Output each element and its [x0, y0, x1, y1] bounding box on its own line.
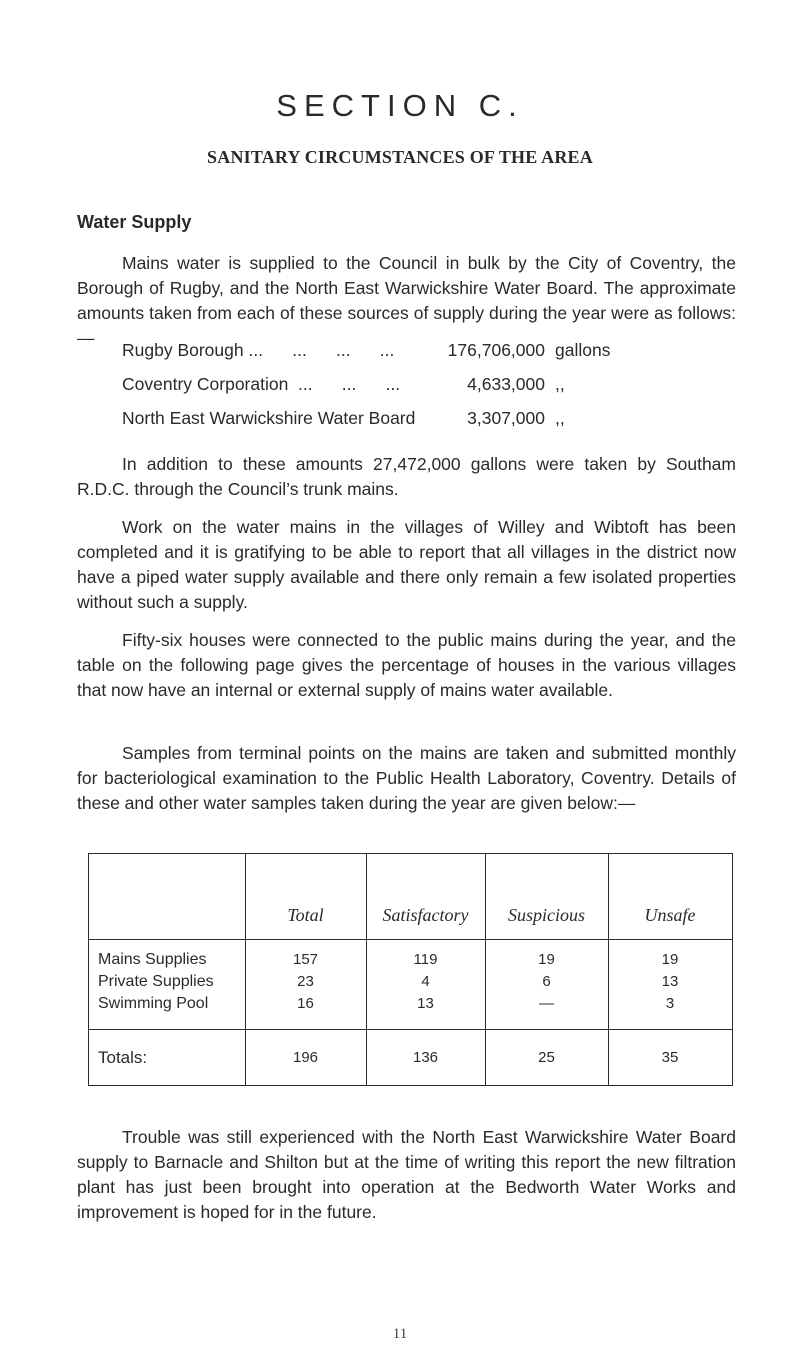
- supply-unit: ,,: [555, 374, 565, 394]
- cell-suspicious: —: [539, 995, 554, 1012]
- water-supply-heading: Water Supply: [77, 212, 192, 232]
- supply-source: North East Warwickshire Water Board: [122, 408, 416, 428]
- table-rule: [88, 1030, 89, 1086]
- cell-unsafe: 35: [661, 1049, 679, 1066]
- supply-row-rugby: [122, 340, 722, 370]
- cell-unsafe: 3: [665, 995, 675, 1012]
- cell-satisfactory: 119: [413, 951, 438, 968]
- header-unsafe: Unsafe: [644, 905, 696, 925]
- samples-table: [88, 853, 733, 1030]
- cell-suspicious: 25: [538, 1049, 555, 1066]
- supply-source: Coventry Corporation ... ... ...: [122, 374, 401, 394]
- table-rule: [88, 853, 733, 854]
- cell-unsafe: 13: [661, 973, 679, 990]
- supply-unit: ,,: [555, 408, 565, 428]
- paragraph-trouble: Trouble was still experienced with the North East Warwickshire Water Board supply to Barnacle and Shilton but at the time of writing this report the new filtration plant has just been brought into operation at the Bedworth Water Works and improvement is hoped for in the future.: [77, 1127, 736, 1222]
- paragraph-mains-supply: Mains water is supplied to the Council in bulk by the City of Coventry, the Borough of Rugby, and the North East Warwickshire Water Board. The approximate amounts taken from each of these sources of supply during the year were as follows:—: [77, 253, 736, 348]
- table-rule: [88, 1085, 733, 1086]
- cell-suspicious: 19: [538, 951, 555, 968]
- cell-satisfactory: 4: [421, 973, 430, 990]
- samples-table-totals: [88, 1030, 733, 1086]
- cell-total: 16: [297, 995, 314, 1012]
- row-label: Mains Supplies: [98, 951, 207, 968]
- paragraph-southam: In addition to these amounts 27,472,000 gallons were taken by Southam R.D.C. through the Council’s trunk mains.: [77, 454, 736, 499]
- cell-total: 23: [297, 973, 314, 990]
- cell-total: 196: [292, 1049, 319, 1066]
- supply-amount: 3,307,000: [467, 408, 545, 428]
- table-rule: [88, 939, 733, 940]
- section-title: SECTION C.: [276, 88, 524, 123]
- supply-row-coventry: [122, 374, 722, 404]
- cell-total: 157: [292, 951, 319, 968]
- supply-amount: 176,706,000: [447, 340, 545, 360]
- table-rule: [88, 853, 89, 1030]
- paragraph-houses-connected: Fifty-six houses were connected to the public mains during the year, and the table on the following page gives the percentage of houses in the various villages that now have an internal or external supply of mains water available.: [77, 630, 736, 700]
- row-label: Swimming Pool: [98, 995, 209, 1012]
- totals-label: Totals:: [98, 1048, 148, 1067]
- page-number: 11: [392, 1326, 408, 1342]
- cell-satisfactory: 136: [412, 1049, 439, 1066]
- cell-suspicious: 6: [542, 973, 551, 990]
- supply-unit: gallons: [555, 340, 611, 360]
- cell-unsafe: 19: [661, 951, 679, 968]
- supply-row-north-east: [122, 408, 722, 438]
- header-total: Total: [287, 905, 324, 925]
- supply-amount: 4,633,000: [467, 374, 545, 394]
- table-rule: [732, 853, 733, 1030]
- paragraph-samples: Samples from terminal points on the mains are taken and submitted monthly for bacteriological examination to the Public Health Laboratory, Coventry. Details of these and other water samples taken during the year are given below:—: [77, 743, 736, 813]
- page-subtitle: SANITARY CIRCUMSTANCES OF THE AREA: [207, 147, 593, 167]
- paragraph-willey-wibtoft: Work on the water mains in the villages of Willey and Wibtoft has been completed and it is gratifying to be able to report that all villages in the district now have a piped water supply available and there only remain a few isolated properties without such a supply.: [77, 517, 736, 612]
- header-suspicious: Suspicious: [507, 905, 585, 925]
- supply-source: Rugby Borough ... ... ... ...: [122, 340, 395, 360]
- header-satisfactory: Satisfactory: [382, 905, 469, 925]
- cell-satisfactory: 13: [417, 995, 434, 1012]
- table-rule: [732, 1030, 733, 1086]
- row-label: Private Supplies: [98, 973, 214, 990]
